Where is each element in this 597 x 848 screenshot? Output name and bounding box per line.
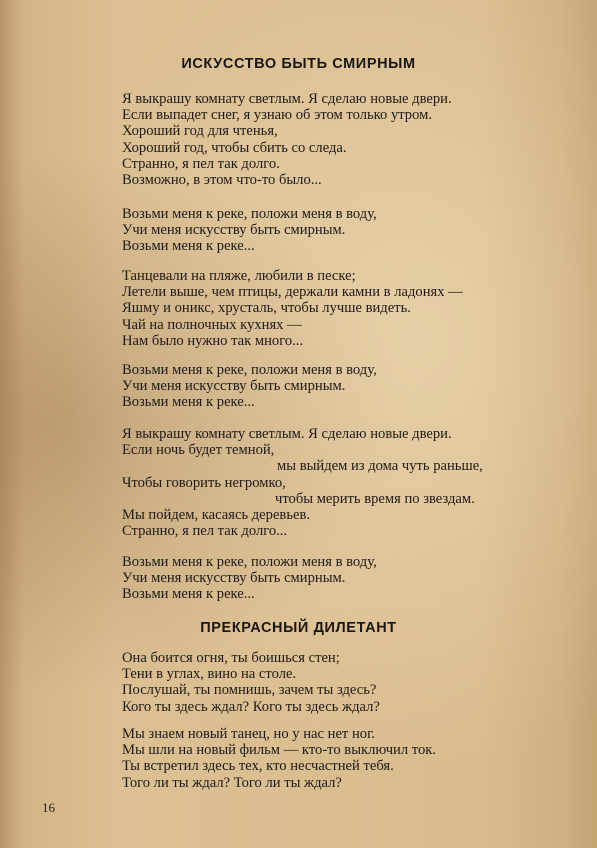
poem-line: Нам было нужно так много... bbox=[122, 332, 304, 349]
poem-line: Мы пойдем, касаясь деревьев. bbox=[122, 506, 310, 523]
poem1-stanza-3 bbox=[122, 268, 562, 349]
poem1-stanza-1 bbox=[122, 91, 562, 188]
poem-line: Ты встретил здесь тех, кто несчастней тебя. bbox=[122, 758, 394, 775]
poem-line: Возьми меня к реке... bbox=[122, 586, 255, 603]
poem1-stanza-2 bbox=[122, 206, 562, 255]
poem1-stanza-4 bbox=[122, 362, 562, 411]
poem-line: Возьми меня к реке, положи меня в воду, bbox=[122, 554, 377, 570]
poem-line: Я выкрашу комнату светлым. Я сделаю новые двери. bbox=[122, 91, 452, 107]
poem-line: Возьми меня к реке, положи меня в воду, bbox=[122, 362, 377, 378]
poem-line: Возьми меня к реке... bbox=[122, 394, 255, 411]
poem-line: Хороший год для чтенья, bbox=[122, 123, 278, 140]
poem-line: Чтобы говорить негромко, bbox=[122, 474, 286, 491]
poem-line: Возможно, в этом что-то было... bbox=[122, 171, 322, 188]
poem1-title: ИСКУССТВО БЫТЬ СМИРНЫМ bbox=[181, 56, 416, 72]
poem2-stanza-1 bbox=[122, 650, 562, 715]
poem-line: Возьми меня к реке, положи меня в воду, bbox=[122, 206, 377, 222]
poem-line: Чай на полночных кухнях — bbox=[122, 316, 302, 333]
poem2-stanza-2 bbox=[122, 726, 562, 791]
poem-line: Послушай, ты помнишь, зачем ты здесь? bbox=[122, 682, 377, 699]
page-number: 16 bbox=[42, 800, 55, 815]
poem-line: Летели выше, чем птицы, держали камни в ладонях — bbox=[122, 284, 463, 301]
poem-line: Учи меня искусству быть смирным. bbox=[122, 378, 346, 395]
poem-line: Если ночь будет темной, bbox=[122, 442, 275, 459]
poem-line: Того ли ты ждал? Того ли ты ждал? bbox=[122, 774, 342, 791]
poem-line: Возьми меня к реке... bbox=[122, 238, 255, 255]
poem-line: Яшму и оникс, хрусталь, чтобы лучше видеть. bbox=[122, 300, 411, 317]
poem-line: Тени в углах, вино на столе. bbox=[122, 666, 297, 683]
poem1-stanza-6 bbox=[122, 554, 562, 603]
poem1-stanza-5 bbox=[122, 426, 562, 539]
poem-line: Хороший год, чтобы сбить со следа. bbox=[122, 139, 347, 156]
poem2-title: ПРЕКРАСНЫЙ ДИЛЕТАНТ bbox=[200, 620, 397, 636]
poem-line: Странно, я пел так долго. bbox=[122, 155, 280, 172]
poem-line: Она боится огня, ты боишься стен; bbox=[122, 650, 340, 666]
poem-line-indented: чтобы мерить время по звездам. bbox=[275, 490, 475, 507]
poem-line: Мы шли на новый фильм — кто-то выключил ток. bbox=[122, 742, 437, 759]
poem-line: Я выкрашу комнату светлым. Я сделаю новые двери. bbox=[122, 426, 452, 442]
poem-line: Кого ты здесь ждал? Кого ты здесь ждал? bbox=[122, 698, 380, 715]
poem-line: Учи меня искусству быть смирным. bbox=[122, 570, 346, 587]
poem-line: Учи меня искусству быть смирным. bbox=[122, 222, 346, 239]
poem-line: Танцевали на пляже, любили в песке; bbox=[122, 268, 356, 284]
poem-line-indented: мы выйдем из дома чуть раньше, bbox=[277, 458, 483, 475]
poem-line: Странно, я пел так долго... bbox=[122, 523, 288, 540]
poem-line: Мы знаем новый танец, но у нас нет ног. bbox=[122, 726, 376, 742]
poem-line: Если выпадет снег, я узнаю об этом только утром. bbox=[122, 107, 433, 124]
